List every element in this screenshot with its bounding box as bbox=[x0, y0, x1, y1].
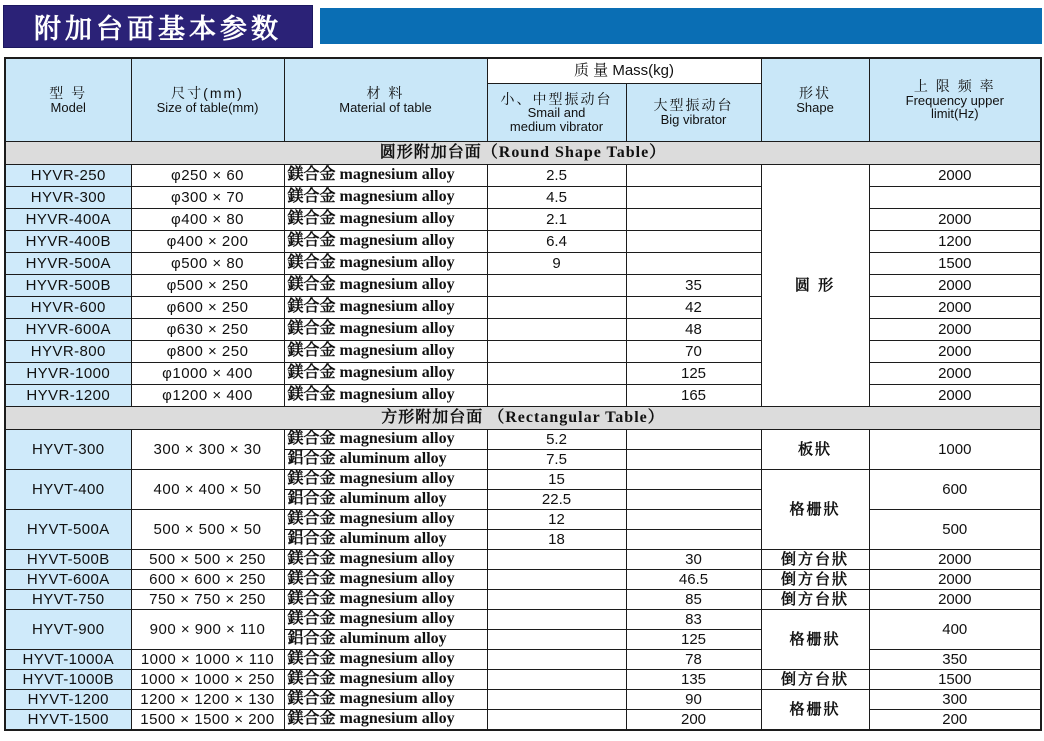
material-cell: 鎂合金 magnesium alloy bbox=[284, 209, 487, 231]
header-mass-small bbox=[487, 84, 626, 142]
material-cell: 鎂合金 magnesium alloy bbox=[284, 650, 487, 670]
material-cell: 鎂合金 magnesium alloy bbox=[284, 510, 487, 530]
mass-big-cell: 46.5 bbox=[626, 570, 761, 590]
mass-small-cell: 5.2 bbox=[487, 430, 626, 450]
material-cell: 鎂合金 magnesium alloy bbox=[284, 550, 487, 570]
frequency-cell: 1200 bbox=[869, 231, 1041, 253]
size-cell: φ1200 × 400 bbox=[131, 385, 284, 407]
mass-small-cell bbox=[487, 670, 626, 690]
model-cell: HYVT-500B bbox=[5, 550, 131, 570]
frequency-cell bbox=[869, 187, 1041, 209]
mass-small-cell bbox=[487, 550, 626, 570]
material-cell: 鎂合金 magnesium alloy bbox=[284, 187, 487, 209]
table-row bbox=[5, 187, 1041, 209]
header-frequency bbox=[869, 58, 1041, 142]
header-model bbox=[5, 58, 131, 142]
mass-small-cell bbox=[487, 610, 626, 630]
frequency-cell: 2000 bbox=[869, 570, 1041, 590]
mass-big-cell bbox=[626, 450, 761, 470]
material-cell: 鎂合金 magnesium alloy bbox=[284, 275, 487, 297]
header-size-zh: 尺寸(mm) bbox=[171, 84, 244, 101]
mass-small-cell: 22.5 bbox=[487, 490, 626, 510]
model-cell: HYVR-500A bbox=[5, 253, 131, 275]
material-cell: 鎂合金 magnesium alloy bbox=[284, 470, 487, 490]
table-row bbox=[5, 570, 1041, 590]
mass-big-cell: 125 bbox=[626, 363, 761, 385]
model-cell: HYVR-400B bbox=[5, 231, 131, 253]
size-cell: φ500 × 250 bbox=[131, 275, 284, 297]
shape-cell: 倒方台狀 bbox=[761, 590, 869, 610]
material-cell: 鎂合金 magnesium alloy bbox=[284, 430, 487, 450]
header-mass-small-en1: Smail and bbox=[527, 105, 586, 121]
material-cell: 鎂合金 magnesium alloy bbox=[284, 590, 487, 610]
size-cell: 1000 × 1000 × 250 bbox=[131, 670, 284, 690]
model-cell: HYVR-300 bbox=[5, 187, 131, 209]
table-row bbox=[5, 610, 1041, 630]
frequency-cell: 1500 bbox=[869, 670, 1041, 690]
table-row bbox=[5, 710, 1041, 731]
header-frequency-en2: limit(Hz) bbox=[930, 106, 979, 122]
header-material bbox=[284, 58, 487, 142]
material-cell: 鋁合金 aluminum alloy bbox=[284, 630, 487, 650]
table-row bbox=[5, 209, 1041, 231]
table-row bbox=[5, 231, 1041, 253]
mass-small-cell bbox=[487, 297, 626, 319]
table-row bbox=[5, 430, 1041, 450]
mass-big-cell bbox=[626, 187, 761, 209]
shape-cell: 板狀 bbox=[761, 430, 869, 470]
mass-small-cell bbox=[487, 690, 626, 710]
mass-big-cell bbox=[626, 530, 761, 550]
material-cell: 鎂合金 magnesium alloy bbox=[284, 297, 487, 319]
model-cell: HYVR-600A bbox=[5, 319, 131, 341]
mass-big-cell: 200 bbox=[626, 710, 761, 731]
header-shape-zh: 形状 bbox=[799, 84, 832, 101]
table-row bbox=[5, 690, 1041, 710]
mass-small-cell bbox=[487, 363, 626, 385]
mass-big-cell: 135 bbox=[626, 670, 761, 690]
header-size-en: Size of table(mm) bbox=[156, 99, 259, 115]
frequency-cell: 350 bbox=[869, 650, 1041, 670]
material-cell: 鎂合金 magnesium alloy bbox=[284, 570, 487, 590]
page-title bbox=[3, 5, 313, 48]
shape-cell: 圆 形 bbox=[761, 165, 869, 407]
table-row bbox=[5, 253, 1041, 275]
mass-big-cell: 125 bbox=[626, 630, 761, 650]
spec-table-body bbox=[5, 142, 1041, 731]
header-frequency-zh: 上 限 频 率 bbox=[913, 78, 996, 95]
table-row bbox=[5, 165, 1041, 187]
size-cell: 1500 × 1500 × 200 bbox=[131, 710, 284, 731]
material-cell: 鎂合金 magnesium alloy bbox=[284, 690, 487, 710]
mass-big-cell: 85 bbox=[626, 590, 761, 610]
material-cell: 鎂合金 magnesium alloy bbox=[284, 319, 487, 341]
mass-small-cell bbox=[487, 275, 626, 297]
model-cell: HYVT-1000B bbox=[5, 670, 131, 690]
header-size bbox=[131, 58, 284, 142]
mass-big-cell: 78 bbox=[626, 650, 761, 670]
mass-small-cell bbox=[487, 570, 626, 590]
size-cell: φ400 × 200 bbox=[131, 231, 284, 253]
size-cell: φ300 × 70 bbox=[131, 187, 284, 209]
frequency-cell: 2000 bbox=[869, 165, 1041, 187]
model-cell: HYVT-1500 bbox=[5, 710, 131, 731]
material-cell: 鎂合金 magnesium alloy bbox=[284, 165, 487, 187]
size-cell: 500 × 500 × 250 bbox=[131, 550, 284, 570]
mass-big-cell: 35 bbox=[626, 275, 761, 297]
material-cell: 鎂合金 magnesium alloy bbox=[284, 385, 487, 407]
frequency-cell: 400 bbox=[869, 610, 1041, 650]
mass-big-cell: 90 bbox=[626, 690, 761, 710]
mass-big-cell: 70 bbox=[626, 341, 761, 363]
header-material-en: Material of table bbox=[339, 99, 432, 115]
mass-small-cell: 6.4 bbox=[487, 231, 626, 253]
size-cell: φ500 × 80 bbox=[131, 253, 284, 275]
model-cell: HYVT-600A bbox=[5, 570, 131, 590]
header-mass-small-en2: medium vibrator bbox=[509, 118, 604, 134]
header-model-en: Model bbox=[50, 99, 86, 115]
model-cell: HYVT-400 bbox=[5, 470, 131, 510]
model-cell: HYVT-1200 bbox=[5, 690, 131, 710]
frequency-cell: 500 bbox=[869, 510, 1041, 550]
section-header-row bbox=[5, 407, 1041, 430]
shape-cell: 倒方台狀 bbox=[761, 570, 869, 590]
mass-small-cell bbox=[487, 319, 626, 341]
mass-big-cell bbox=[626, 430, 761, 450]
model-cell: HYVR-1000 bbox=[5, 363, 131, 385]
frequency-cell: 2000 bbox=[869, 319, 1041, 341]
model-cell: HYVT-300 bbox=[5, 430, 131, 470]
size-cell: φ800 × 250 bbox=[131, 341, 284, 363]
material-cell: 鋁合金 aluminum alloy bbox=[284, 490, 487, 510]
frequency-cell: 300 bbox=[869, 690, 1041, 710]
size-cell: 1000 × 1000 × 110 bbox=[131, 650, 284, 670]
mass-small-cell bbox=[487, 650, 626, 670]
model-cell: HYVT-1000A bbox=[5, 650, 131, 670]
mass-small-cell bbox=[487, 385, 626, 407]
table-row bbox=[5, 590, 1041, 610]
material-cell: 鎂合金 magnesium alloy bbox=[284, 341, 487, 363]
frequency-cell: 2000 bbox=[869, 550, 1041, 570]
frequency-cell: 2000 bbox=[869, 275, 1041, 297]
size-cell: 600 × 600 × 250 bbox=[131, 570, 284, 590]
header-shape-en: Shape bbox=[796, 99, 834, 115]
spec-table bbox=[4, 57, 1042, 731]
size-cell: 400 × 400 × 50 bbox=[131, 470, 284, 510]
model-cell: HYVR-800 bbox=[5, 341, 131, 363]
mass-big-cell bbox=[626, 490, 761, 510]
size-cell: φ600 × 250 bbox=[131, 297, 284, 319]
size-cell: φ250 × 60 bbox=[131, 165, 284, 187]
size-cell: φ1000 × 400 bbox=[131, 363, 284, 385]
mass-small-cell: 2.1 bbox=[487, 209, 626, 231]
material-cell: 鎂合金 magnesium alloy bbox=[284, 670, 487, 690]
header-mass-group: 质 量 Mass(kg) bbox=[487, 58, 761, 84]
header-mass-small-zh: 小、中型振动台 bbox=[500, 90, 613, 107]
frequency-cell: 1000 bbox=[869, 430, 1041, 470]
header-model-zh: 型 号 bbox=[49, 84, 88, 101]
frequency-cell: 2000 bbox=[869, 590, 1041, 610]
mass-big-cell: 48 bbox=[626, 319, 761, 341]
mass-big-cell: 30 bbox=[626, 550, 761, 570]
shape-cell: 格栅狀 bbox=[761, 610, 869, 670]
table-row bbox=[5, 650, 1041, 670]
material-cell: 鎂合金 magnesium alloy bbox=[284, 610, 487, 630]
size-cell: 1200 × 1200 × 130 bbox=[131, 690, 284, 710]
frequency-cell: 2000 bbox=[869, 385, 1041, 407]
material-cell: 鎂合金 magnesium alloy bbox=[284, 363, 487, 385]
header-mass-big bbox=[626, 84, 761, 142]
model-cell: HYVT-500A bbox=[5, 510, 131, 550]
mass-small-cell bbox=[487, 590, 626, 610]
mass-small-cell: 18 bbox=[487, 530, 626, 550]
header-frequency-en1: Frequency upper bbox=[905, 92, 1004, 108]
material-cell: 鎂合金 magnesium alloy bbox=[284, 710, 487, 731]
spec-table-wrapper bbox=[4, 57, 1040, 731]
header-mass-big-en: Big vibrator bbox=[660, 112, 727, 128]
table-row bbox=[5, 670, 1041, 690]
size-cell: 500 × 500 × 50 bbox=[131, 510, 284, 550]
mass-big-cell: 165 bbox=[626, 385, 761, 407]
table-row bbox=[5, 363, 1041, 385]
frequency-cell: 2000 bbox=[869, 209, 1041, 231]
frequency-cell: 1500 bbox=[869, 253, 1041, 275]
size-cell: 750 × 750 × 250 bbox=[131, 590, 284, 610]
shape-cell: 格栅狀 bbox=[761, 470, 869, 550]
size-cell: φ630 × 250 bbox=[131, 319, 284, 341]
mass-small-cell bbox=[487, 630, 626, 650]
mass-small-cell: 9 bbox=[487, 253, 626, 275]
banner-gap bbox=[313, 5, 320, 48]
model-cell: HYVT-750 bbox=[5, 590, 131, 610]
mass-big-cell bbox=[626, 231, 761, 253]
mass-big-cell: 83 bbox=[626, 610, 761, 630]
page-title-text: 附加台面基本参数 bbox=[34, 14, 282, 44]
header-material-zh: 材 料 bbox=[366, 84, 405, 101]
mass-big-cell bbox=[626, 510, 761, 530]
material-cell: 鋁合金 aluminum alloy bbox=[284, 450, 487, 470]
table-row bbox=[5, 319, 1041, 341]
mass-small-cell: 2.5 bbox=[487, 165, 626, 187]
header-shape bbox=[761, 58, 869, 142]
model-cell: HYVR-400A bbox=[5, 209, 131, 231]
frequency-cell: 200 bbox=[869, 710, 1041, 731]
section-title: 圆形附加台面（Round Shape Table） bbox=[5, 142, 1041, 165]
size-cell: 900 × 900 × 110 bbox=[131, 610, 284, 650]
mass-big-cell bbox=[626, 209, 761, 231]
mass-big-cell bbox=[626, 470, 761, 490]
mass-big-cell bbox=[626, 165, 761, 187]
shape-cell: 格栅狀 bbox=[761, 690, 869, 731]
mass-big-cell bbox=[626, 253, 761, 275]
shape-cell: 倒方台狀 bbox=[761, 550, 869, 570]
mass-small-cell: 12 bbox=[487, 510, 626, 530]
mass-small-cell bbox=[487, 710, 626, 731]
frequency-cell: 2000 bbox=[869, 341, 1041, 363]
size-cell: φ400 × 80 bbox=[131, 209, 284, 231]
table-row bbox=[5, 385, 1041, 407]
material-cell: 鎂合金 magnesium alloy bbox=[284, 231, 487, 253]
model-cell: HYVR-1200 bbox=[5, 385, 131, 407]
shape-cell: 倒方台狀 bbox=[761, 670, 869, 690]
mass-small-cell bbox=[487, 341, 626, 363]
accent-bar bbox=[320, 8, 1042, 44]
table-row bbox=[5, 275, 1041, 297]
model-cell: HYVR-250 bbox=[5, 165, 131, 187]
frequency-cell: 2000 bbox=[869, 297, 1041, 319]
mass-small-cell: 7.5 bbox=[487, 450, 626, 470]
section-header-row bbox=[5, 142, 1041, 165]
model-cell: HYVR-500B bbox=[5, 275, 131, 297]
frequency-cell: 600 bbox=[869, 470, 1041, 510]
table-row bbox=[5, 470, 1041, 490]
material-cell: 鋁合金 aluminum alloy bbox=[284, 530, 487, 550]
table-row bbox=[5, 550, 1041, 570]
size-cell: 300 × 300 × 30 bbox=[131, 430, 284, 470]
mass-big-cell: 42 bbox=[626, 297, 761, 319]
section-title: 方形附加台面 （Rectangular Table） bbox=[5, 407, 1041, 430]
model-cell: HYVR-600 bbox=[5, 297, 131, 319]
table-row bbox=[5, 510, 1041, 530]
header-mass-big-zh: 大型振动台 bbox=[653, 97, 734, 114]
material-cell: 鎂合金 magnesium alloy bbox=[284, 253, 487, 275]
mass-small-cell: 4.5 bbox=[487, 187, 626, 209]
model-cell: HYVT-900 bbox=[5, 610, 131, 650]
top-banner bbox=[3, 5, 1042, 48]
mass-small-cell: 15 bbox=[487, 470, 626, 490]
frequency-cell: 2000 bbox=[869, 363, 1041, 385]
table-row bbox=[5, 341, 1041, 363]
table-row bbox=[5, 297, 1041, 319]
